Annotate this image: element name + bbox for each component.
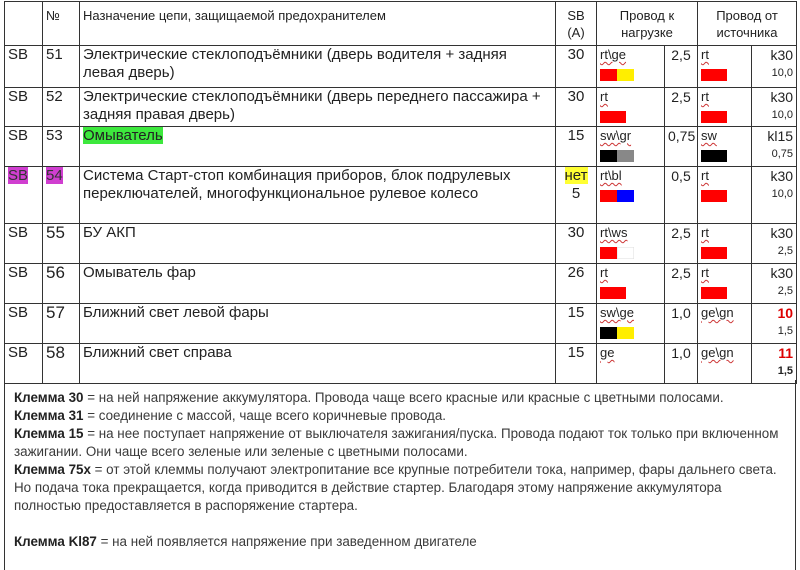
load-wire-cross-section: 2,5 (665, 88, 698, 127)
wire-color-swatch (600, 149, 661, 161)
color-swatch (617, 327, 634, 339)
fuse-table (4, 1, 797, 384)
wire-color-swatch (600, 326, 661, 338)
color-swatch (701, 150, 727, 162)
terminal-cell: k30 2,5 (752, 224, 797, 264)
header-sb (5, 2, 43, 46)
color-swatch (600, 190, 617, 202)
terminal-cell: k30 10,0 (752, 46, 797, 88)
header-amperage: SB (A) (556, 2, 597, 46)
table-row (5, 344, 797, 384)
source-wire-code: sw (698, 127, 752, 167)
load-wire-code: rt (597, 88, 665, 127)
wire-color-swatch (600, 246, 661, 258)
terminal-cell: kl15 0,75 (752, 127, 797, 167)
wire-color-swatch (701, 68, 748, 80)
terminal-cell: k30 10,0 (752, 88, 797, 127)
source-wire-code: rt (698, 224, 752, 264)
color-swatch (617, 190, 634, 202)
sb-cell: SB (5, 264, 43, 304)
source-wire-code: ge\gn (698, 304, 752, 344)
circuit-name: Электрические стеклоподъёмники (дверь водителя + задняя левая дверь) (80, 46, 556, 88)
fuse-amperage: 15 (556, 127, 597, 167)
load-wire-cross-section: 2,5 (665, 264, 698, 304)
terminal-cell: 11 1,5 (752, 344, 797, 384)
wire-color-swatch (701, 110, 748, 122)
wire-color-swatch (600, 110, 661, 122)
load-wire-code: rt (597, 264, 665, 304)
sb-cell: SB (5, 224, 43, 264)
wire-color-swatch (600, 68, 661, 80)
load-wire-cross-section: 2,5 (665, 224, 698, 264)
fuse-number: 52 (43, 88, 80, 127)
source-wire-code: rt (698, 264, 752, 304)
fuse-number: 56 (43, 264, 80, 304)
table-row (5, 88, 797, 127)
fuse-number: 51 (43, 46, 80, 88)
fuse-number: 55 (43, 224, 80, 264)
load-wire-code: sw\gr (597, 127, 665, 167)
load-wire-cross-section: 2,5 (665, 46, 698, 88)
note-k30: Клемма 30 = на ней напряжение аккумулятора. Провода чаще всего красные или красные с цветными полосами. (14, 390, 724, 405)
wire-color-swatch (701, 189, 748, 201)
header-source-wire: Провод от источника (698, 2, 797, 46)
terminal-cell: k30 10,0 (752, 167, 797, 224)
fuse-amperage: 15 (556, 344, 597, 384)
fuse-amperage: 30 (556, 224, 597, 264)
table-row (5, 127, 797, 167)
note-k87: Клемма Kl87 = на ней появляется напряжение при заведенном двигателе (14, 534, 477, 549)
circuit-name: Электрические стеклоподъёмники (дверь переднего пассажира + задняя правая дверь) (80, 88, 556, 127)
table-header-row (5, 2, 797, 46)
load-wire-cross-section: 1,0 (665, 304, 698, 344)
sb-cell: SB (5, 344, 43, 384)
fuse-amperage: 15 (556, 304, 597, 344)
note-k31: Клемма 31 = соединение с массой, чаще всего коричневые провода. (14, 408, 447, 423)
header-circuit-name: Назначение цепи, защищаемой предохранителем (80, 2, 556, 46)
wire-color-swatch (600, 189, 661, 201)
note-k15: Клемма 15 = на нее поступает напряжение от выключателя зажигания/пуска. Провода подают ток только при включенном зажигании. Они чаще всего зеленые или зеленые с цветными полосами. (14, 426, 779, 459)
fuse-number: 57 (43, 304, 80, 344)
color-swatch (600, 111, 626, 123)
source-wire-code: rt (698, 46, 752, 88)
color-swatch (701, 287, 727, 299)
source-wire-code: rt (698, 167, 752, 224)
color-swatch (701, 190, 727, 202)
circuit-name: Ближний свет левой фары (80, 304, 556, 344)
color-swatch (701, 111, 727, 123)
fuse-amperage: 26 (556, 264, 597, 304)
fuse-amperage: нет 5 (556, 167, 597, 224)
wire-color-swatch (701, 286, 748, 298)
fuse-number: 54 (43, 167, 80, 224)
sb-cell: SB (5, 127, 43, 167)
load-wire-code: rt\ws (597, 224, 665, 264)
sb-cell: SB (5, 167, 43, 224)
header-number: № (43, 2, 80, 46)
load-wire-cross-section: 1,0 (665, 344, 698, 384)
fuse-amperage: 30 (556, 46, 597, 88)
table-row (5, 46, 797, 88)
color-swatch (600, 327, 617, 339)
circuit-name: БУ АКП (80, 224, 556, 264)
color-swatch (617, 247, 634, 259)
load-wire-code: sw\ge (597, 304, 665, 344)
circuit-name: Омыватель (80, 127, 556, 167)
fuse-amperage: 30 (556, 88, 597, 127)
wire-color-swatch (701, 246, 748, 258)
note-k75: Клемма 75x = от этой клеммы получают электропитание все крупные потребители тока, например, фары дальнего света. Но подача тока прекращается, когда приводится в действие стартер. Благодаря этому напряжение аккумулятора полностью предоставляется в распоряжение стартера. (14, 462, 777, 513)
sb-cell: SB (5, 46, 43, 88)
color-swatch (600, 69, 617, 81)
load-wire-code: ge (597, 344, 665, 384)
load-wire-code: rt\ge (597, 46, 665, 88)
circuit-name: Омыватель фар (80, 264, 556, 304)
color-swatch (617, 150, 634, 162)
fuse-number: 58 (43, 344, 80, 384)
table-row (5, 224, 797, 264)
circuit-name: Ближний свет справа (80, 344, 556, 384)
circuit-name: Система Старт-стоп комбинация приборов, блок подрулевых переключателей, многофункциональное рулевое колесо (80, 167, 556, 224)
table-row (5, 264, 797, 304)
load-wire-cross-section: 0,75 (665, 127, 698, 167)
color-swatch (617, 69, 634, 81)
table-row (5, 304, 797, 344)
source-wire-code: ge\gn (698, 344, 752, 384)
header-load-wire: Провод к нагрузке (597, 2, 698, 46)
color-swatch (701, 69, 727, 81)
terminal-notes (14, 389, 784, 551)
fuse-number: 53 (43, 127, 80, 167)
sb-cell: SB (5, 304, 43, 344)
sb-cell: SB (5, 88, 43, 127)
color-swatch (600, 287, 626, 299)
source-wire-code: rt (698, 88, 752, 127)
color-swatch (600, 150, 617, 162)
load-wire-cross-section: 0,5 (665, 167, 698, 224)
terminal-cell: 10 1,5 (752, 304, 797, 344)
terminal-cell: k30 2,5 (752, 264, 797, 304)
wire-color-swatch (701, 149, 748, 161)
load-wire-code: rt\bl (597, 167, 665, 224)
table-row (5, 167, 797, 224)
wire-color-swatch (600, 286, 661, 298)
color-swatch (600, 247, 617, 259)
color-swatch (701, 247, 727, 259)
